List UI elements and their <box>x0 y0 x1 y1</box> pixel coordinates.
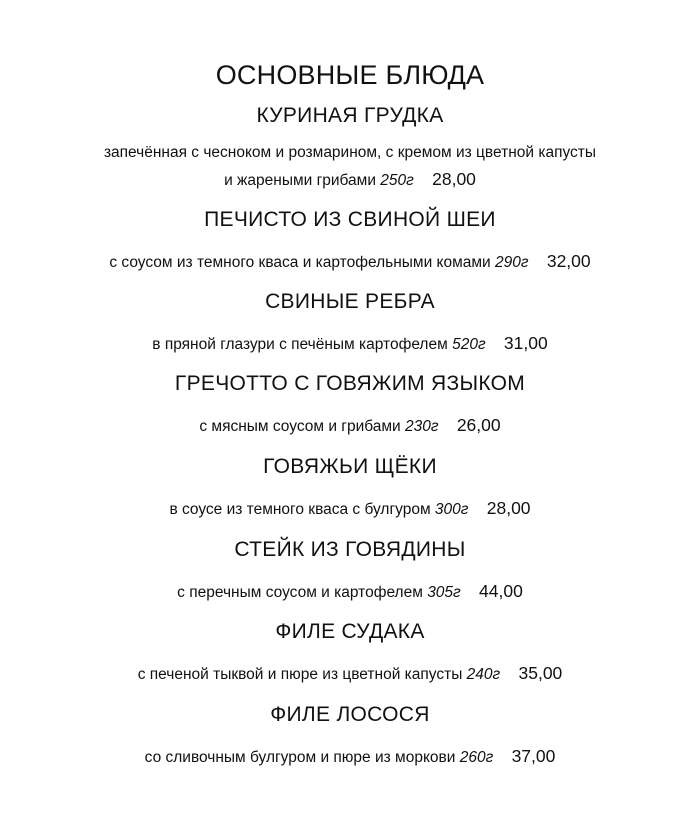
dish-price: 32,00 <box>546 251 591 271</box>
section-title: ОСНОВНЫЕ БЛЮДА <box>215 60 485 90</box>
dish-zander-fillet <box>0 619 700 688</box>
dish-description-text: со сливочным булгуром и пюре из моркови <box>144 749 456 766</box>
dish-weight: 300г <box>434 501 469 518</box>
dish-description-text: и жареными грибами <box>224 172 376 189</box>
dish-description-text: с мясным соусом и грибами <box>199 418 401 435</box>
dish-price: 31,00 <box>503 333 548 353</box>
dish-beef-steak <box>0 537 700 606</box>
dish-description-line2 <box>0 166 700 194</box>
dish-description-text: запечённая с чесноком и розмарином, с кремом из цветной капусты <box>103 144 597 161</box>
dish-price: 28,00 <box>486 498 531 518</box>
dish-price: 35,00 <box>518 663 563 683</box>
dish-name: КУРИНАЯ ГРУДКА <box>256 104 444 127</box>
dish-name: ГОВЯЖЬИ ЩЁКИ <box>263 455 437 478</box>
dish-price: 37,00 <box>511 746 556 766</box>
dish-beef-cheeks <box>0 454 700 523</box>
dish-name: ФИЛЕ СУДАКА <box>275 620 425 643</box>
dish-price: 26,00 <box>456 415 501 435</box>
dish-description-text: с перечным соусом и картофелем <box>177 584 423 601</box>
dish-weight: 305г <box>427 584 461 601</box>
dish-description <box>0 660 700 688</box>
dish-description <box>0 412 700 440</box>
dish-buckwheat-tongue <box>0 371 700 440</box>
dish-description <box>0 330 700 358</box>
dish-name: ПЕЧИСТО ИЗ СВИНОЙ ШЕИ <box>204 208 496 231</box>
dish-name: ГРЕЧОТТО С ГОВЯЖИМ ЯЗЫКОМ <box>174 372 526 395</box>
dish-description-text: в пряной глазури с печёным картофелем <box>152 336 448 353</box>
dish-salmon-fillet <box>0 702 700 771</box>
dish-description <box>0 140 700 166</box>
dish-weight: 240г <box>466 666 501 683</box>
dish-name: СТЕЙК ИЗ ГОВЯДИНЫ <box>234 538 466 561</box>
dish-price: 44,00 <box>479 581 523 601</box>
dish-name: ФИЛЕ ЛОСОСЯ <box>270 703 430 726</box>
dish-description-text: с печеной тыквой и пюре из цветной капусты <box>137 666 463 683</box>
dish-description <box>0 578 700 606</box>
dish-description <box>0 495 700 523</box>
dish-description-text: в соусе из темного кваса с булгуром <box>169 501 431 518</box>
dish-description <box>0 743 700 771</box>
dish-pork-ribs <box>0 289 700 358</box>
dish-name: СВИНЫЕ РЕБРА <box>265 290 435 313</box>
dish-weight: 250г <box>380 172 414 189</box>
dish-price: 28,00 <box>432 169 476 189</box>
dish-weight: 290г <box>495 254 529 271</box>
dish-description-text: с соусом из темного кваса и картофельными комами <box>109 254 491 271</box>
dish-weight: 230г <box>405 418 439 435</box>
dish-weight: 260г <box>459 749 494 766</box>
dish-chicken-breast <box>0 103 700 194</box>
dish-weight: 520г <box>452 336 486 353</box>
dish-description <box>0 248 700 276</box>
dish-pork-neck <box>0 207 700 276</box>
